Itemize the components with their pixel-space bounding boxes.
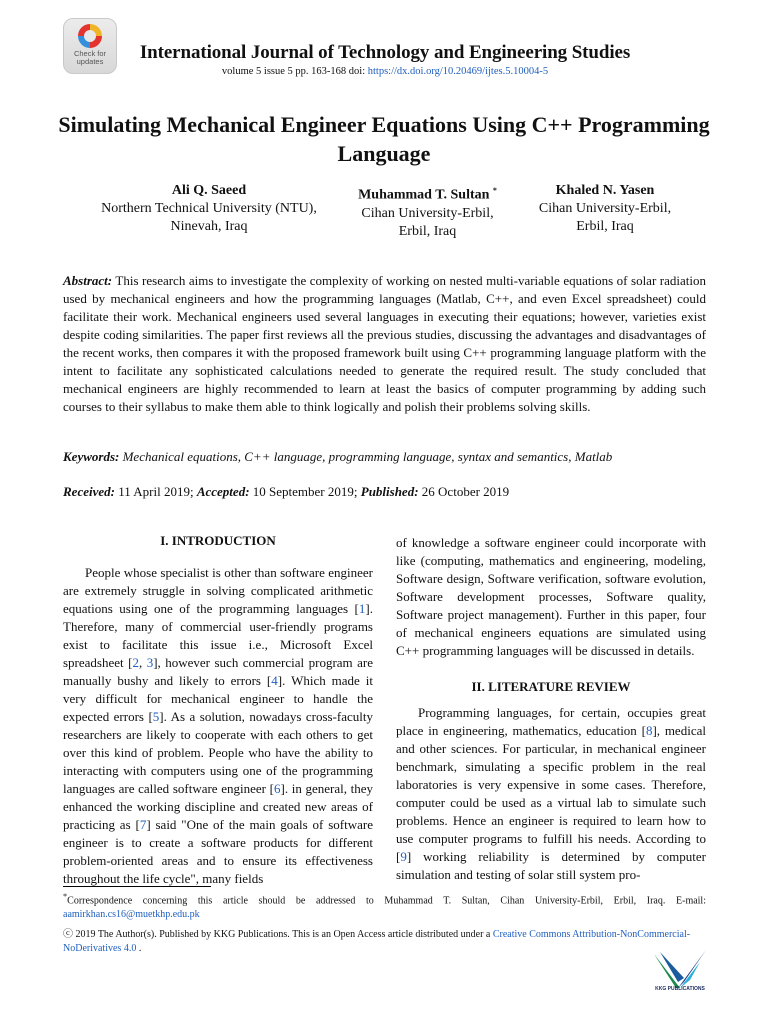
author-name: Ali Q. Saeed (171, 183, 247, 198)
keywords-values: Mechanical equations, C++ language, programming language, syntax and semantics, Matlab (122, 449, 613, 464)
journal-meta (120, 66, 650, 77)
accepted-label: Accepted: (196, 484, 250, 499)
keywords-label: Keywords: (63, 449, 120, 464)
copyright-icon: ⓒ (63, 929, 73, 940)
citation-link[interactable]: 7 (139, 817, 147, 832)
received-date: 11 April 2019; (118, 484, 194, 499)
license-text: 2019 The Author(s). Published by KKG Publications. This is an Open Access article distributed under a (75, 929, 491, 940)
citation-link[interactable]: 6 (273, 781, 281, 796)
journal-volume-info: volume 5 issue 5 pp. 163-168 doi: (221, 66, 368, 77)
published-date: 26 October 2019 (421, 484, 510, 499)
badge-label: Check for updates (73, 49, 107, 66)
check-for-updates-badge[interactable] (63, 18, 117, 74)
right-column (396, 534, 706, 884)
footnote-text: Correspondence concerning this article should be addressed to Muhammad T. Sultan, Cihan University-Erbil, Erbil, Iraq. E-mail: (67, 895, 706, 907)
author-affiliation: Cihan University-Erbil, Erbil, Iraq (538, 201, 672, 234)
corresponding-author-mark: * (492, 186, 497, 195)
abstract-label: Abstract: (63, 273, 113, 288)
citation-link[interactable]: 2 (132, 655, 139, 670)
left-column (63, 532, 373, 888)
citation-link[interactable]: 3 (146, 655, 154, 670)
citation-link[interactable]: 1 (358, 601, 366, 616)
doi-link[interactable]: https://dx.doi.org/10.20469/ijtes.5.10004-5 (367, 66, 549, 77)
introduction-paragraph: People whose specialist is other than software engineer are extremely struggle in solving complicated arithmetic equations using one of the programming languages [1]. Therefore, many of commercial user-friendly programs exist to facilitate this issue i.e., Microsoft Excel spreadsheet [2, 3], however such commercial program are manually bushy and likely to errors [4]. Which made it very difficult for mechanical engineer to handle the expected errors [5]. As a solution, nowadays cross-faculty researchers are likely to cooperate with each others to get over this kind of problem. People who have the ability to interacting with computers using one of the programming languages are called software engineer [6]. in general, they enhanced the working discipline and created new areas of practicing as [7] said "One of the main goals of software engineer is to create a software products for different problem-oriented areas and to ensure its effectiveness throughout the life cycle", many fields (63, 565, 373, 886)
keywords (63, 448, 706, 466)
license-link[interactable]: Creative Commons Attribution-NonCommercial-NoDerivatives 4.0 (63, 929, 691, 954)
author-name: Muhammad T. Sultan * (358, 186, 497, 203)
literature-review-paragraph: Programming languages, for certain, occupies great place in engineering, mathematics, education [8], medical and other sciences. For particular, in mechanical engineer benchmark, simulating a specific problem in the real laboratories is very expensive in some cases. Therefore, computer could be used as a virtual lab to simulate such problems. Hence an engineer is required to learn how to use computer programs to fulfill his needs. According to [9] working reliability is determined by computer simulation and testing of solar still system pro- (396, 705, 706, 882)
citation-link[interactable]: 9 (400, 849, 407, 864)
abstract-text: This research aims to investigate the complexity of working on nested multi-variable equations of solar radiation used by mechanical engineers and how the programming languages (Matlab, C++, and even Excel spreadsheet) could facilitate their work. Mechanical engineers used several languages in executing their equations; however, varieties exist despite coding similarities. The paper first reviews all the previous studies, discussing the advantages and disadvantages of the recent works, then compares it with the proposed framework built using C++ programming language platform with the intent to facilitate any sophisticated calculations needed to generate the required result. The study concluded that mechanical engineers are highly recommended to learn at least the basics of computer programming by adding such courses to their syllabus to make them able to think logically and polish their problems solving skills. (63, 273, 706, 414)
published-label: Published: (360, 484, 419, 499)
section-heading-introduction: I. INTRODUCTION (160, 533, 276, 548)
accepted-date: 10 September 2019; (252, 484, 358, 499)
author-block (520, 182, 690, 236)
introduction-continued-paragraph: of knowledge a software engineer could incorporate with like (computing, mathematics and engineering, modeling, Software design, Software verification, software evolution, Software development processes, Software quality, Software project management). Further in this paper, four of mechanical engineers equations are simulated using C++ programming languages will be discussed in details. (396, 535, 706, 658)
publication-dates (63, 483, 706, 501)
author-block (345, 182, 510, 241)
citation-link[interactable]: 8 (645, 723, 653, 738)
journal-title: International Journal of Technology and Engineering Studies (139, 42, 631, 63)
footnote-rule (63, 886, 211, 887)
author-block (75, 182, 343, 236)
license-notice: ⓒ 2019 The Author(s). Published by KKG Publications. This is an Open Access article distributed under a Creative Commons Attribution-NonCommercial-NoDerivatives 4.0 . (63, 929, 691, 954)
author-affiliation: Cihan University-Erbil, Erbil, Iraq (361, 205, 494, 239)
author-name: Khaled N. Yasen (555, 183, 655, 198)
author-affiliation: Northern Technical University (NTU), Ninevah, Iraq (101, 201, 317, 234)
citation-link[interactable]: 5 (152, 709, 160, 724)
paper-title: Simulating Mechanical Engineer Equations Using C++ Programming Language (58, 112, 710, 166)
publisher-name: KKG PUBLICATIONS (655, 986, 705, 992)
received-label: Received: (63, 484, 115, 499)
section-heading-literature-review: II. LITERATURE REVIEW (471, 679, 631, 694)
crossmark-icon (78, 24, 102, 48)
footnote-mark: * (63, 892, 68, 901)
citation-link[interactable]: 4 (271, 673, 278, 688)
email-link[interactable]: aamirkhan.cs16@muetkhp.edu.pk (63, 909, 200, 921)
correspondence-footnote (63, 890, 706, 922)
abstract (63, 272, 706, 416)
